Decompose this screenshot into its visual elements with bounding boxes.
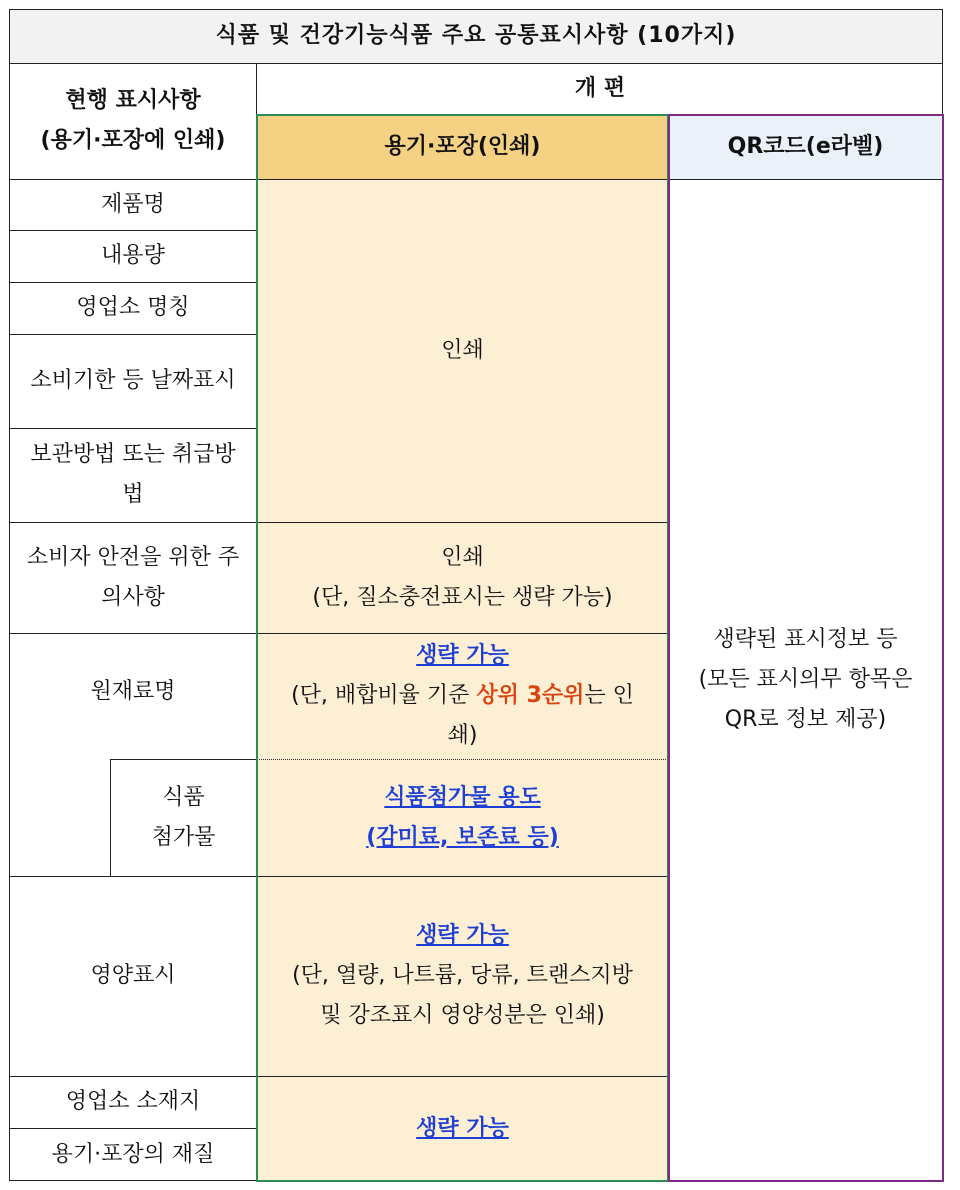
print-group-2-line1: 인쇄 [441, 544, 484, 570]
row-additives-line2: 첨가물 [151, 824, 216, 850]
row-net-content: 내용량 [101, 243, 165, 268]
print-group-4-link-line2[interactable]: (감미료, 보존료 등) [366, 824, 559, 850]
print-group-3-highlight: 상위 3순위 [476, 683, 585, 708]
print-group-5-line2: (단, 열량, 나트륨, 당류, 트랜스지방 [292, 963, 633, 988]
row-additives-line1: 식품 [162, 784, 205, 810]
row-safety-line2: 의사항 [101, 584, 165, 610]
row-storage-method [9, 428, 257, 522]
table-title: 식품 및 건강기능식품 주요 공통표시사항 (10가지) [215, 23, 737, 48]
row-product-name: 제품명 [101, 191, 165, 217]
qr-line2: (모든 표시의무 항목은 [698, 667, 913, 692]
row-ingredients: 원재료명 [90, 678, 176, 704]
reform-header: 개 편 [574, 75, 626, 101]
qr-line1: 생략된 표시정보 등 [713, 627, 898, 652]
row-safety-notes [9, 522, 257, 633]
print-group-4 [257, 759, 668, 876]
print-column-header: 용기·포장(인쇄) [384, 134, 541, 159]
row-storage-line2: 법 [122, 482, 144, 507]
row-storage-line1: 보관방법 또는 취급방 [30, 442, 236, 467]
print-group-5-omit-link[interactable]: 생략 가능 [416, 923, 509, 948]
qr-column-header: QR코드(e라벨) [727, 134, 884, 159]
print-group-6-omit-link[interactable]: 생략 가능 [416, 1115, 509, 1141]
print-group-3-line2 [291, 676, 634, 716]
row-date-label: 소비기한 등 날짜표시 [30, 368, 236, 393]
print-group-2 [257, 522, 668, 633]
row-safety-line1: 소비자 안전을 위한 주 [26, 544, 240, 570]
print-group-3-omit-link[interactable]: 생략 가능 [416, 643, 509, 668]
print-group-6 [257, 1076, 668, 1181]
qr-line3: QR로 정보 제공) [724, 707, 887, 732]
row-food-additives [110, 759, 257, 876]
row-nutrition: 영양표시 [90, 963, 176, 988]
current-label-header [9, 63, 257, 179]
print-group-3-line3: 쇄) [447, 723, 478, 748]
row-business-name: 영업소 명칭 [76, 295, 190, 320]
print-group-5-line3: 및 강조표시 영양성분은 인쇄) [320, 1003, 605, 1028]
print-group-3-pre: (단, 배합비율 기준 [291, 683, 477, 708]
print-group-4-link-line1[interactable]: 식품첨가물 용도 [384, 784, 541, 810]
print-group-2-line2: (단, 질소충전표시는 생략 가능) [312, 584, 613, 610]
row-packaging-material: 용기·포장의 재질 [51, 1141, 215, 1167]
print-group-3-post: 는 인 [584, 683, 634, 708]
qr-content [668, 179, 943, 1181]
current-label-line2: (용기·포장에 인쇄) [40, 128, 226, 153]
row-business-address: 영업소 소재지 [65, 1089, 201, 1114]
print-group-1: 인쇄 [441, 337, 484, 363]
print-group-5 [257, 876, 668, 1076]
print-group-3 [257, 633, 668, 759]
current-label-line1: 현행 표시사항 [65, 88, 201, 113]
